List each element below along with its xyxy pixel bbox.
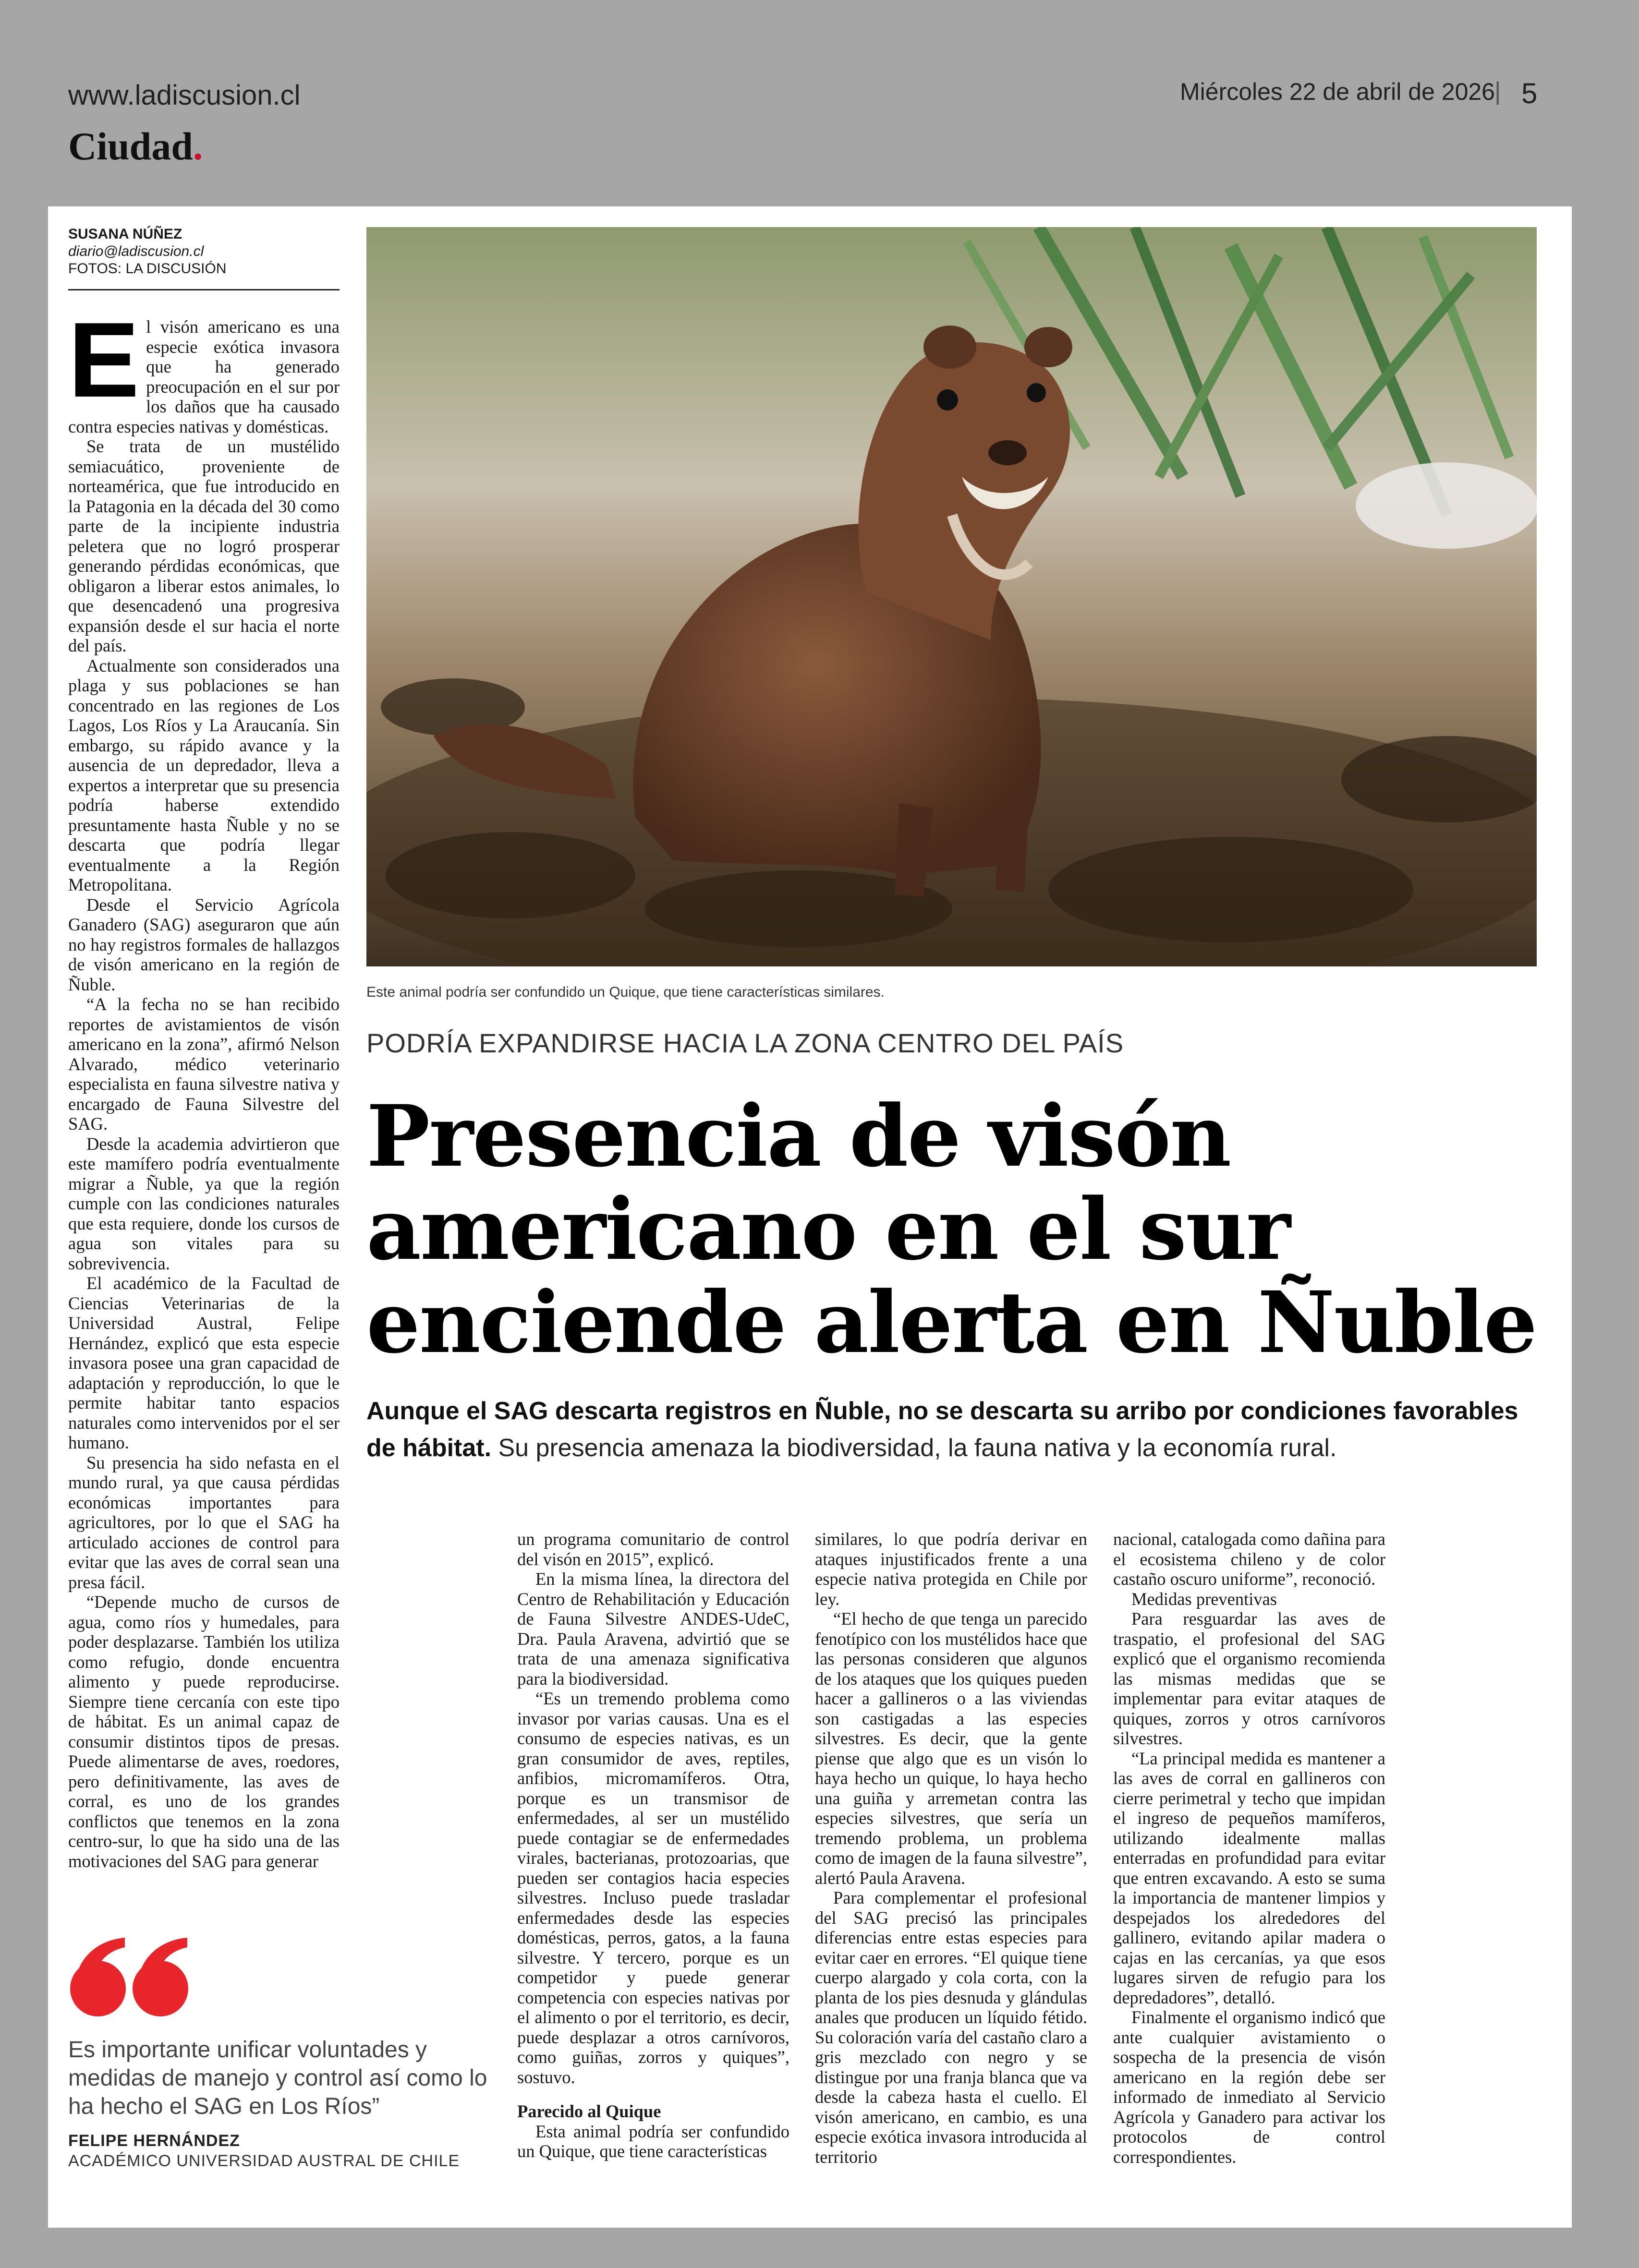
section-dot: .	[193, 124, 203, 168]
article-column-2	[517, 1529, 789, 2161]
article-column-1	[68, 301, 340, 1871]
headline: Presencia de visón americano en el sur enciende alerta en Ñuble	[366, 1086, 1537, 1372]
paragraph: un programa comunitario de control del visón en 2015”, explicó.	[517, 1529, 789, 1569]
paragraph: nacional, catalogada como dañina para el ecosistema chileno y de color castaño oscuro uniforme”, reconoció.	[1113, 1529, 1385, 1589]
author-name: SUSANA NÚÑEZ	[68, 226, 182, 242]
article-column-3	[815, 1529, 1087, 2167]
paragraph-text: l visón americano es una especie exótica invasora que ha generado preocupación en el sur por los daños que ha causado contra especies nativas y domésticas.	[68, 317, 340, 436]
photo-credit: FOTOS: LA DISCUSIÓN	[68, 261, 227, 277]
paragraph: En la misma línea, la directora del Centro de Rehabilitación y Educación de Fauna Silvestre ANDES-UdeC, Dra. Paula Aravena, advirtió que se trata de una amenaza significativa para la biodiversidad.	[517, 1569, 789, 1689]
deck-regular: Su presencia amenaza la biodiversidad, la fauna nativa y la economía rural.	[491, 1434, 1337, 1462]
paragraph: Para resguardar las aves de traspatio, el profesional del SAG explicó que el organismo recomienda las mismas medidas que se implementar para evitar ataques de quiques, zorros y otros carnívoros silvestres.	[1113, 1609, 1385, 1748]
paragraph: Su presencia ha sido nefasta en el mundo rural, ya que causa pérdidas económicas importantes para agricultores, por lo que el SAG ha articulado acciones de control para evitar que las aves de corral sean una presa fácil.	[68, 1452, 340, 1592]
kicker: PODRÍA EXPANDIRSE HACIA LA ZONA CENTRO DEL PAÍS	[366, 1028, 1124, 1058]
photo-caption: Este animal podría ser confundido un Quique, que tiene características similares.	[366, 984, 885, 1000]
site-url[interactable]: www.ladiscusion.cl	[68, 80, 301, 111]
issue-date: Miércoles 22 de abril de 2026	[1180, 78, 1495, 105]
paragraph: Desde la academia advirtieron que este mamífero podría eventualmente migrar a Ñuble, ya que la región cumple con las condiciones naturales que esta requiere, donde los cursos de agua son vitales para su sobrevivencia.	[68, 1134, 340, 1273]
header-separator: |	[1494, 77, 1501, 105]
paragraph: “La principal medida es mantener a las aves de corral en gallineros con cierre perimetral y techo que impidan el ingreso de pequeños mamíferos, utilizando idealmente mallas enterradas en profundidad para evitar que entren excavando. A esto se suma la importancia de mantener limpios y despejados los alrededores del gallinero, evitando apilar madera o cajas en las cercanías, ya que esos lugares sirven de refugio para los depredadores”, detalló.	[1113, 1748, 1385, 2007]
pull-quote-name: FELIPE HERNÁNDEZ	[68, 2132, 240, 2150]
deck	[366, 1393, 1538, 1467]
article-page	[48, 206, 1572, 2228]
page-number: 5	[1521, 77, 1538, 109]
mink-illustration	[366, 227, 1537, 966]
subheading-quique: Parecido al Quique	[517, 2101, 661, 2121]
paragraph: Finalmente el organismo indicó que ante cualquier avistamiento o sospecha de la presencia de visón americano en la región debe ser informado de inmediato al Servicio Agrícola y Ganadero para activar los protocolos de control correspondientes.	[1113, 2007, 1385, 2167]
author-email[interactable]: diario@ladiscusion.cl	[68, 243, 204, 259]
paragraph: Se trata de un mustélido semiacuático, proveniente de norteamérica, que fue introducido en la Patagonia en la década del 30 como parte de la incipiente industria peletera que no logró prosperar generando pérdidas económicas, que obligaron a liberar estos animales, lo que desencadenó una progresiva expansión desde el sur hacia el norte del país.	[68, 436, 340, 655]
paragraph: “El hecho de que tenga un parecido fenotípico con los mustélidos hace que las personas consideren que algunos de los ataques que los quiques pueden hacer a gallineros o a las viviendas son castigadas a las especies silvestres. Es decir, que la gente piense que algo que es un visón lo haya hecho un quique, lo haya hecho una guiña y arremetan contra las especies silvestres, que sería un tremendo problema, un problema como de imagen de la fauna silvestre”, alertó Paula Aravena.	[815, 1609, 1087, 1888]
pull-quote-text: Es importante unificar voluntades y medidas de manejo y control así como lo ha hecho el SAG en Los Ríos”	[68, 2037, 487, 2119]
drop-cap: E	[68, 301, 140, 420]
article-column-4	[1113, 1529, 1385, 2167]
paragraph: Esta animal podría ser confundido un Quique, que tiene características	[517, 2121, 789, 2161]
section-label: Ciudad	[68, 124, 193, 168]
paragraph: “Es un tremendo problema como invasor por varias causas. Una es el consumo de especies nativas, es un gran consumidor de aves, reptiles, anfibios, micromamíferos. Otra, porque es un transmisor de enfermedades, al ser un mustélido puede contagiar se de enfermedades virales, bacterianas, protozoarias, que pueden ser contagios hacia especies silvestres. Incluso puede trasladar enfermedades desde las especies domésticas, perros, gatos, a la fauna silvestre. Y tercero, porque es un competidor y puede generar competencia con especies nativas por el alimento o por el territorio, es decir, puede desplazar a otros carnívoros, como guiñas, zorros y quiques”, sostuvo.	[517, 1689, 789, 2087]
byline-divider	[68, 289, 340, 290]
paragraph: similares, lo que podría derivar en ataques injustificados frente a una especie nativa protegida en Chile por ley.	[815, 1529, 1087, 1609]
paragraph: “Depende mucho de cursos de agua, como ríos y humedales, para poder desplazarse. También los utiliza como refugio, donde encuentra alimento y puede reproducirse. Siempre tiene cercanía con este tipo de hábitat. Es un animal capaz de consumir distintos tipos de presas. Puede alimentarse de aves, roedores, pero definitivamente, las aves de corral, es uno de los grandes conflictos que tenemos en la zona centro-sur, lo que ha sido una de las motivaciones del SAG para generar	[68, 1592, 340, 1871]
paragraph: “A la fecha no se han recibido reportes de avistamientos de visón americano en la zona”, afirmó Nelson Alvarado, médico veterinario especialista en fauna silvestre nativa y encargado de Fauna Silvestre del SAG.	[68, 994, 340, 1134]
paragraph: Actualmente son considerados una plaga y sus poblaciones se han concentrado en las regiones de Los Lagos, Los Ríos y La Araucanía. Sin embargo, su rápido avance y la ausencia de un depredador, lleva a expertos a interpretar que su presencia podría haberse extendido presuntamente hasta Ñuble y no se descarta que podría llegar eventualmente a la Región Metropolitana.	[68, 655, 340, 894]
paragraph: El académico de la Facultad de Ciencias Veterinarias de la Universidad Austral, Felipe Hernández, explicó que esta especie invasora posee una gran capacidad de adaptación y reproducción, lo que le permite habitar tanto espacios naturales como intervenidos por el ser humano.	[68, 1273, 340, 1452]
pull-quote-role: ACADÉMICO UNIVERSIDAD AUSTRAL DE CHILE	[68, 2152, 460, 2170]
byline	[68, 226, 340, 277]
deck-bold: Aunque el SAG descarta registros en Ñuble, no se descarta su arribo por condiciones favorables de hábitat.	[366, 1397, 1518, 1462]
paragraph: Desde el Servicio Agrícola Ganadero (SAG) aseguraron que aún no hay registros formales de hallazgos de visón americano en la región de Ñuble.	[68, 894, 340, 994]
subheading-medidas: Medidas preventivas	[1131, 1589, 1277, 1609]
paragraph: Para complementar el profesional del SAG precisó las principales diferencias entre estas especies para evitar caer en errores. “El quique tiene cuerpo alargado y cola corta, con la planta de los pies desnuda y glándulas anales que producen un líquido fétido. Su coloración varía del castaño claro a gris mezclado con negro y se distingue por una franja blanca que va desde la cabeza hasta el cuello. El visón americano, en cambio, es una especie exótica invasora introducida al territorio	[815, 1888, 1087, 2167]
paragraph	[68, 301, 340, 436]
section-title	[68, 124, 203, 169]
mink-photo	[366, 227, 1537, 966]
quote-mark-icon	[68, 1935, 198, 2016]
